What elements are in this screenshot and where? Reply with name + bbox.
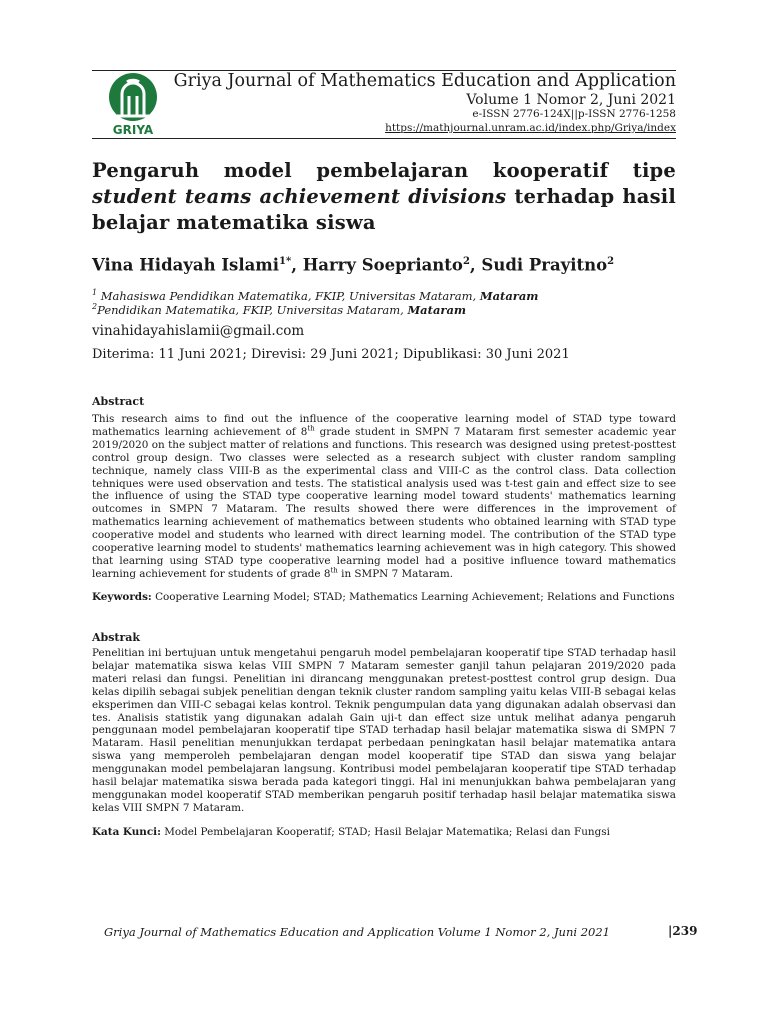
author-list <box>92 252 676 276</box>
abstrak-heading: Abstrak <box>92 631 141 644</box>
journal-volume: Volume 1 Nomor 2, Juni 2021 <box>466 92 676 108</box>
article-dates: Diterima: 11 Juni 2021; Direvisi: 29 Juni 2021; Dipublikasi: 30 Juni 2021 <box>92 347 570 362</box>
author-email[interactable]: vinahidayahislamii@gmail.com <box>92 323 305 339</box>
author-name: Sudi Prayitno <box>481 255 608 275</box>
footer-journal: Griya Journal of Mathematics Education and Application Volume 1 Nomor 2, Juni 2021 <box>104 925 610 939</box>
author-sup: 2 <box>462 256 470 267</box>
affiliation-sup: 1 <box>92 288 98 297</box>
abstract-heading: Abstract <box>92 395 145 408</box>
author-sup: 1* <box>279 256 292 267</box>
author-sup: 2 <box>607 256 615 267</box>
keywords-label: Keywords: <box>92 591 152 603</box>
ordinal-sup: th <box>330 566 338 575</box>
journal-issn: e-ISSN 2776-124X||p-ISSN 2776-1258 <box>472 108 676 120</box>
title-text-2: terhadap hasil belajar matematika siswa <box>92 185 676 234</box>
title-text-1: Pengaruh model pembelajaran kooperatif tipe <box>92 159 676 182</box>
abstract-id-text: Penelitian ini bertujuan untuk mengetahui pengaruh model pembelajaran kooperatif tipe STAD terhadap hasil belajar matematika siswa kelas VIII SMPN 7 Mataram semester ganjil tahun pelajaran 2019/2020 pada materi relasi dan fungsi. Penelitian ini dirancang menggunakan pretest-posttest control grup design. Dua kelas dipilih sebagai subjek penelitian dengan teknik cluster random sampling yaitu kelas VIII-B sebagai kelas eksperimen dan VIII-C sebagai kelas kontrol. Teknik pengumpulan data yang digunakan adalah observasi dan tes. Analisis statistik yang digunakan adalah Gain uji-t dan effect size untuk melihat adanya pengaruh penggunaan model pembelajaran kooperatif tipe STAD terhadap hasil belajar matematika siswa di SMPN 7 Mataram. Hasil penelitian menunjukkan terdapat perbedaan peningkatan hasil belajar matematika antara siswa yang memperoleh pembelajaran dengan model kooperatif tipe STAD dan siswa yang belajar menggunakan model pembelajaran langsung. Kontribusi model pembelajaran kooperatif tipe STAD terhadap hasil belajar matematika siswa berada pada kategori tinggi. Hal ini menunjukkan bahwa pembelajaran yang menggunakan model kooperatif STAD memberikan pengaruh positif terhadap hasil belajar matematika siswa kelas VIII SMPN 7 Mataram. <box>92 647 676 814</box>
kata-kunci-label: Kata Kunci: <box>92 826 161 838</box>
affiliation-city: Mataram <box>407 302 467 317</box>
abstract-en-part: This research aims to find out the influence of the cooperative learning model of STAD type toward mathematics learning achievement of 8 <box>92 413 676 438</box>
keywords-en <box>92 591 676 604</box>
author-sep: , <box>469 255 482 275</box>
author-name: Harry Soeprianto <box>302 255 463 275</box>
kata-kunci-text: Model Pembelajaran Kooperatif; STAD; Hasil Belajar Matematika; Relasi dan Fungsi <box>160 826 610 838</box>
abstract-en-part: grade student in SMPN 7 Mataram first semester academic year 2019/2020 on the subject matter of relations and functions. This research was designed using pretest-posttest control group design. Two classes were selected as a research subject with cluster random sampling technique, namely class VIII-B as the experimental class and VIII-C as the control class. Data collection tehniques were used observation and tests. The statistical analysis used was t-test gain and effect size to see the influence of using the STAD type cooperative learning model toward students' mathematics learning outcomes in SMPN 7 Mataram. The results showed there were differences in the improvement of mathematics learning achievement of mathematics between students who obtained learning with STAD type cooperative model and students who learned with direct learning model. The contribution of the STAD type cooperative learning model to students' mathematics learning achievement was in high category. This showed that learning using STAD type cooperative learning model had a positive influence toward mathematics learning achievement for students of grade 8 <box>92 425 676 580</box>
abstract-en-text <box>92 413 676 581</box>
affiliation-sup: 2 <box>92 302 98 311</box>
author-sep: , <box>291 255 303 275</box>
journal-logo <box>103 72 163 136</box>
abstract-en-part: in SMPN 7 Mataram. <box>337 567 454 580</box>
affiliation-text: Pendidikan Matematika, FKIP, Universitas Mataram, <box>97 302 408 317</box>
title-text-italic: student teams achievement divisions <box>92 185 507 208</box>
keywords-id <box>92 826 676 839</box>
article-title <box>92 158 676 236</box>
ordinal-sup: th <box>307 424 315 433</box>
author-name: Vina Hidayah Islami <box>92 255 280 275</box>
keywords-text: Cooperative Learning Model; STAD; Mathematics Learning Achievement; Relations and Functions <box>151 591 675 603</box>
affiliation-text: Mahasiswa Pendidikan Matematika, FKIP, Universitas Mataram, <box>97 288 480 303</box>
logo-text: GRIYA <box>112 123 154 136</box>
journal-url-link[interactable]: https://mathjournal.unram.ac.id/index.php/Griya/index <box>385 122 676 134</box>
header-bottom-rule <box>92 138 676 139</box>
affiliation-2 <box>92 300 676 317</box>
page-number: |239 <box>668 924 698 938</box>
journal-title: Griya Journal of Mathematics Education and Application <box>173 71 676 91</box>
affiliation-city: Mataram <box>479 288 539 303</box>
